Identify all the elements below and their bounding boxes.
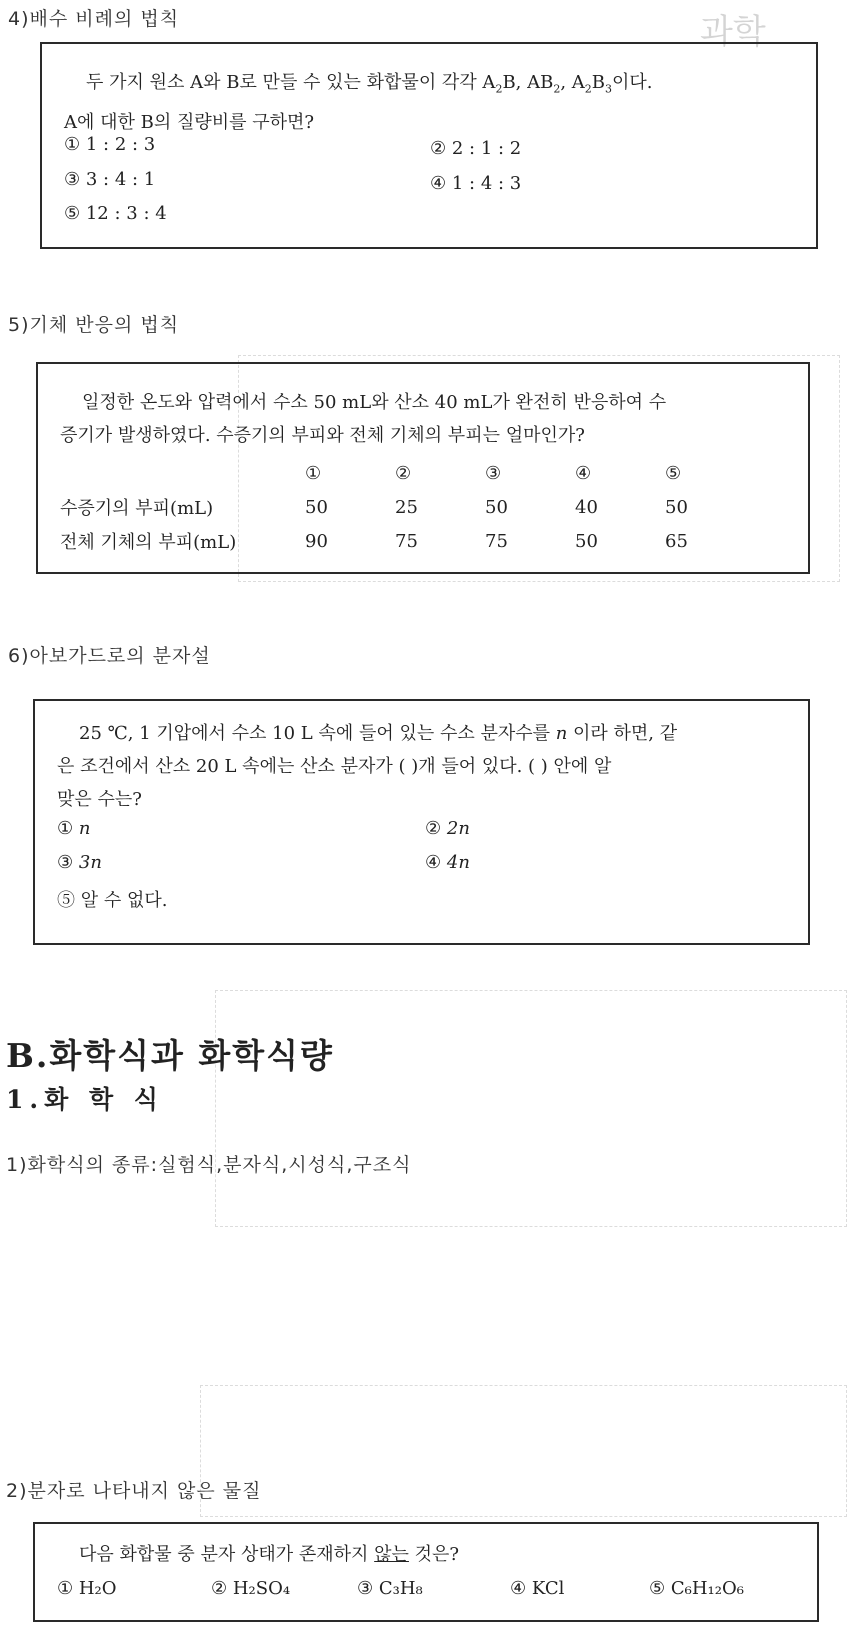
ghost-frame xyxy=(200,1385,847,1517)
option-val: n xyxy=(78,818,91,839)
table-cell: 50 xyxy=(305,496,328,518)
q6-line3: 맞은 수는? xyxy=(57,789,142,810)
section-4-title: 4)배수 비례의 법칙 xyxy=(8,8,180,30)
question-5-text xyxy=(60,386,800,452)
ghost-text: 과학 xyxy=(700,12,766,52)
section-2-title: 2)분자로 나타내지 않은 물질 xyxy=(6,1480,262,1502)
ghost-frame xyxy=(215,990,847,1227)
q5-line1: 일정한 온도와 압력에서 수소 50 mL와 산소 40 mL가 완전히 반응하여 수 xyxy=(82,392,667,413)
option-2: ② 2 : 1 : 2 xyxy=(430,138,522,159)
section-6-title: 6)아보가드로의 분자설 xyxy=(8,645,211,667)
option-val: 2n xyxy=(446,818,470,839)
option-num: ⑤ xyxy=(57,890,75,911)
option-num: ④ xyxy=(425,852,442,873)
question-box-4 xyxy=(40,42,818,249)
option-4: ④ 1 : 4 : 3 xyxy=(430,173,522,194)
q4-sub: 2 xyxy=(584,82,592,96)
option-5: ⑤ 12 : 3 : 4 xyxy=(64,203,167,224)
table-cell: 90 xyxy=(305,530,328,552)
option-1: ① 1 : 2 : 3 xyxy=(64,134,156,155)
option-2 xyxy=(425,818,470,839)
q5-line2: 증기가 발생하였다. 수증기의 부피와 전체 기체의 부피는 얼마인가? xyxy=(60,425,585,446)
q6-line2: 은 조건에서 산소 20 L 속에는 산소 분자가 ( )개 들어 있다. ( ) 안에 알 xyxy=(57,756,612,777)
table-row xyxy=(60,524,725,558)
question-box-2 xyxy=(33,1522,819,1622)
q4-part: , A xyxy=(560,72,585,93)
table-cell: 50 xyxy=(485,496,508,518)
option-5: ⑤ C₆H₁₂O₆ xyxy=(649,1578,744,1599)
option-num: ① xyxy=(57,818,74,839)
q4-sub: 2 xyxy=(495,82,503,96)
q6-part: 이라 하면, 같 xyxy=(567,723,678,744)
row-label: 전체 기체의 부피(mL) xyxy=(60,532,237,553)
table-cell: 75 xyxy=(485,530,508,552)
option-val: 4n xyxy=(446,852,470,873)
option-num: ② xyxy=(425,818,442,839)
part-b-heading: B.화학식과 화학식량 xyxy=(6,1036,334,1075)
table-header-row xyxy=(60,456,725,490)
q2-part: 것은? xyxy=(408,1544,460,1565)
option-3: ③ 3 : 4 : 1 xyxy=(64,169,156,190)
table-header: ① xyxy=(305,462,322,484)
option-3: ③ C₃H₈ xyxy=(357,1578,423,1599)
section-5-title: 5)기체 반응의 법칙 xyxy=(8,314,180,336)
question-6-text xyxy=(57,717,797,816)
q4-sub: 3 xyxy=(605,82,613,96)
table-cell: 25 xyxy=(395,496,418,518)
q6-var: n xyxy=(555,723,568,744)
q4-line2: A에 대한 B의 질량비를 구하면? xyxy=(64,111,315,133)
option-1 xyxy=(57,818,90,839)
formula-types-item: 1)화학식의 종류:실험식,분자식,시성식,구조식 xyxy=(6,1154,412,1176)
option-4: ④ KCl xyxy=(510,1578,565,1599)
question-box-5 xyxy=(36,362,810,574)
row-label: 수증기의 부피(mL) xyxy=(60,498,214,519)
table-cell: 65 xyxy=(665,530,688,552)
question-2-text xyxy=(79,1538,459,1571)
option-val: 3n xyxy=(78,852,102,873)
q2-part: 다음 화합물 중 분자 상태가 존재하지 xyxy=(79,1544,375,1565)
q4-sub: 2 xyxy=(553,82,561,96)
table-header: ③ xyxy=(485,462,502,484)
q6-part: 25 ℃, 1 기압에서 수소 10 L 속에 들어 있는 수소 분자수를 xyxy=(79,723,556,744)
question-4-text xyxy=(64,66,804,139)
table-cell: 40 xyxy=(575,496,598,518)
table-cell: 50 xyxy=(665,496,688,518)
table-cell: 50 xyxy=(575,530,598,552)
option-5 xyxy=(57,886,167,912)
q4-part: 두 가지 원소 A와 B로 만들 수 있는 화합물이 각각 A xyxy=(86,72,496,93)
table-header: ② xyxy=(395,462,412,484)
option-2: ② H₂SO₄ xyxy=(211,1578,291,1599)
option-1: ① H₂O xyxy=(57,1578,117,1599)
q4-part: B xyxy=(591,72,606,93)
q4-part: 이다. xyxy=(612,72,653,93)
option-3 xyxy=(57,852,102,873)
chemical-formula-heading: 1.화 학 식 xyxy=(6,1085,164,1114)
q2-underline: 않는 xyxy=(374,1544,409,1565)
q4-part: B, AB xyxy=(502,72,554,93)
table-header: ④ xyxy=(575,462,592,484)
volume-table xyxy=(60,456,725,558)
table-cell: 75 xyxy=(395,530,418,552)
option-val: 알 수 없다. xyxy=(80,890,168,911)
table-header: ⑤ xyxy=(665,462,682,484)
table-row xyxy=(60,490,725,524)
question-box-6 xyxy=(33,699,810,945)
option-num: ③ xyxy=(57,852,74,873)
option-4 xyxy=(425,852,470,873)
